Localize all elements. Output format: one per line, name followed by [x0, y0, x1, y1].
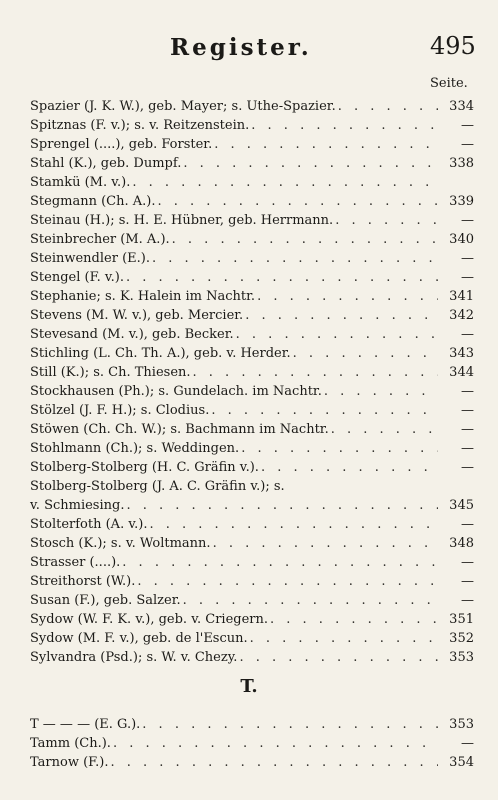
register-entry	[30, 113, 474, 132]
register-entry	[30, 712, 474, 731]
entry-name: Stolberg-Stolberg (H. C. Gräfin v.).	[30, 460, 259, 475]
leader-dots	[331, 423, 438, 436]
register-entry	[30, 398, 474, 417]
leader-dots	[172, 233, 438, 246]
register-entry	[30, 265, 474, 284]
register-entry	[30, 436, 474, 455]
register-entry	[30, 493, 474, 512]
leader-dots	[211, 404, 438, 417]
leader-dots	[236, 328, 438, 341]
entry-page: 343	[449, 346, 474, 361]
entry-page: —	[461, 574, 474, 589]
entry-name: Strasser (....).	[30, 555, 121, 570]
entry-name: Steinwendler (E.).	[30, 251, 150, 266]
entry-page: —	[461, 441, 474, 456]
entry-name: Stockhausen (Ph.); s. Gundelach. im Nachtr.	[30, 384, 322, 399]
register-entry	[30, 588, 474, 607]
entry-page: 342	[449, 308, 474, 323]
register-entry	[30, 550, 474, 569]
entry-name: Spitznas (F. v.); s. v. Reitzenstein.	[30, 118, 250, 133]
entry-name: Sydow (W. F. K. v.), geb. v. Criegern.	[30, 612, 269, 627]
entry-name: Stohlmann (Ch.); s. Weddingen.	[30, 441, 240, 456]
register-entry	[30, 227, 474, 246]
register-entry	[30, 246, 474, 265]
entry-page: —	[461, 251, 474, 266]
register-entry	[30, 455, 474, 474]
leader-dots	[251, 119, 438, 132]
leader-dots	[293, 347, 438, 360]
entry-name: Spazier (J. K. W.), geb. Mayer; s. Uthe-Spazier.	[30, 99, 336, 114]
leader-dots	[261, 461, 438, 474]
entry-name: Stegmann (Ch. A.).	[30, 194, 156, 209]
entry-page: —	[461, 736, 474, 751]
leader-dots	[324, 385, 438, 398]
entry-name: Stöwen (Ch. Ch. W.); s. Bachmann im Nachtr.	[30, 422, 329, 437]
entry-page: 334	[449, 99, 474, 114]
register-entry	[30, 474, 474, 493]
leader-dots	[193, 366, 438, 379]
entry-page: —	[461, 118, 474, 133]
entry-name: Stichling (L. Ch. Th. A.), geb. v. Herder.	[30, 346, 291, 361]
register-entry	[30, 512, 474, 531]
entry-page: 353	[449, 717, 474, 732]
entry-name: v. Schmiesing.	[30, 498, 125, 513]
leader-dots	[213, 537, 438, 550]
register-entry	[30, 341, 474, 360]
entry-page: 353	[449, 650, 474, 665]
leader-dots	[239, 651, 438, 664]
section-heading-t: T.	[240, 676, 258, 697]
leader-dots	[142, 718, 438, 731]
entry-page: 339	[449, 194, 474, 209]
entry-page: 351	[449, 612, 474, 627]
page-header	[0, 30, 498, 66]
leader-dots	[152, 252, 438, 265]
leader-dots	[157, 195, 438, 208]
register-entry	[30, 607, 474, 626]
entry-name: Stahl (K.), geb. Dumpf.	[30, 156, 182, 171]
entry-name: Stölzel (J. F. H.); s. Clodius.	[30, 403, 210, 418]
register-entry	[30, 322, 474, 341]
entry-page: 352	[449, 631, 474, 646]
leader-dots	[214, 138, 438, 151]
entry-name: Sylvandra (Psd.); s. W. v. Chezy.	[30, 650, 238, 665]
register-entry	[30, 750, 474, 769]
register-entry	[30, 94, 474, 113]
entry-name: Stamkü (M. v.).	[30, 175, 131, 190]
leader-dots	[122, 556, 438, 569]
leader-dots	[126, 499, 438, 512]
entry-page: —	[461, 213, 474, 228]
leader-dots	[183, 594, 438, 607]
entry-name: Sydow (M. F. v.), geb. de l'Escun.	[30, 631, 248, 646]
entry-page: —	[461, 422, 474, 437]
leader-dots	[132, 176, 438, 189]
entry-name: Streithorst (W.).	[30, 574, 136, 589]
register-entry	[30, 189, 474, 208]
entry-page: 344	[449, 365, 474, 380]
entry-page: 338	[449, 156, 474, 171]
entry-page: 354	[449, 755, 474, 770]
entry-name: Steinau (H.); s. H. E. Hübner, geb. Herrmann.	[30, 213, 334, 228]
register-entry	[30, 417, 474, 436]
entry-name: T — — — (E. G.).	[30, 717, 141, 732]
leader-dots	[338, 100, 438, 113]
entry-page: —	[461, 327, 474, 342]
entry-page: —	[461, 517, 474, 532]
register-list-s	[30, 94, 474, 664]
leader-dots	[250, 632, 438, 645]
page-number: 495	[430, 32, 476, 60]
leader-dots	[149, 518, 438, 531]
entry-page: —	[461, 460, 474, 475]
leader-dots	[245, 309, 438, 322]
entry-name: Susan (F.), geb. Salzer.	[30, 593, 181, 608]
entry-page: —	[461, 270, 474, 285]
leader-dots	[257, 290, 438, 303]
entry-name: Still (K.); s. Ch. Thiesen.	[30, 365, 191, 380]
leader-dots	[270, 613, 438, 626]
entry-name: Tamm (Ch.).	[30, 736, 111, 751]
entry-name: Stephanie; s. K. Halein im Nachtr.	[30, 289, 256, 304]
page-title: Register.	[170, 34, 312, 61]
leader-dots	[183, 157, 438, 170]
register-entry	[30, 151, 474, 170]
entry-name: Steinbrecher (M. A.).	[30, 232, 170, 247]
register-entry	[30, 379, 474, 398]
register-entry	[30, 303, 474, 322]
entry-page: 341	[449, 289, 474, 304]
register-entry	[30, 208, 474, 227]
entry-name: Sprengel (....), geb. Forster.	[30, 137, 213, 152]
register-entry	[30, 731, 474, 750]
register-entry	[30, 284, 474, 303]
page-column-label: Seite.	[430, 76, 468, 91]
entry-page: 348	[449, 536, 474, 551]
leader-dots	[126, 271, 438, 284]
leader-dots	[241, 442, 438, 455]
register-entry	[30, 132, 474, 151]
entry-page: —	[461, 403, 474, 418]
entry-name: Stolberg-Stolberg (J. A. C. Gräfin v.); s.	[30, 479, 285, 494]
entry-page: —	[461, 555, 474, 570]
entry-page: —	[461, 384, 474, 399]
entry-name: Tarnow (F.).	[30, 755, 109, 770]
entry-page: —	[461, 137, 474, 152]
register-entry	[30, 170, 474, 189]
leader-dots	[137, 575, 438, 588]
entry-page: 340	[449, 232, 474, 247]
entry-name: Stolterfoth (A. v.).	[30, 517, 148, 532]
register-entry	[30, 626, 474, 645]
entry-page: 345	[449, 498, 474, 513]
register-entry	[30, 531, 474, 550]
leader-dots	[111, 756, 439, 769]
entry-name: Stevesand (M. v.), geb. Becker.	[30, 327, 234, 342]
entry-name: Stengel (F. v.).	[30, 270, 124, 285]
register-list-t	[30, 712, 474, 769]
register-entry	[30, 645, 474, 664]
entry-name: Stosch (K.); s. v. Woltmann.	[30, 536, 211, 551]
leader-dots	[335, 214, 438, 227]
entry-page: —	[461, 593, 474, 608]
register-entry	[30, 360, 474, 379]
entry-name: Stevens (M. W. v.), geb. Mercier.	[30, 308, 244, 323]
leader-dots	[113, 737, 438, 750]
register-entry	[30, 569, 474, 588]
